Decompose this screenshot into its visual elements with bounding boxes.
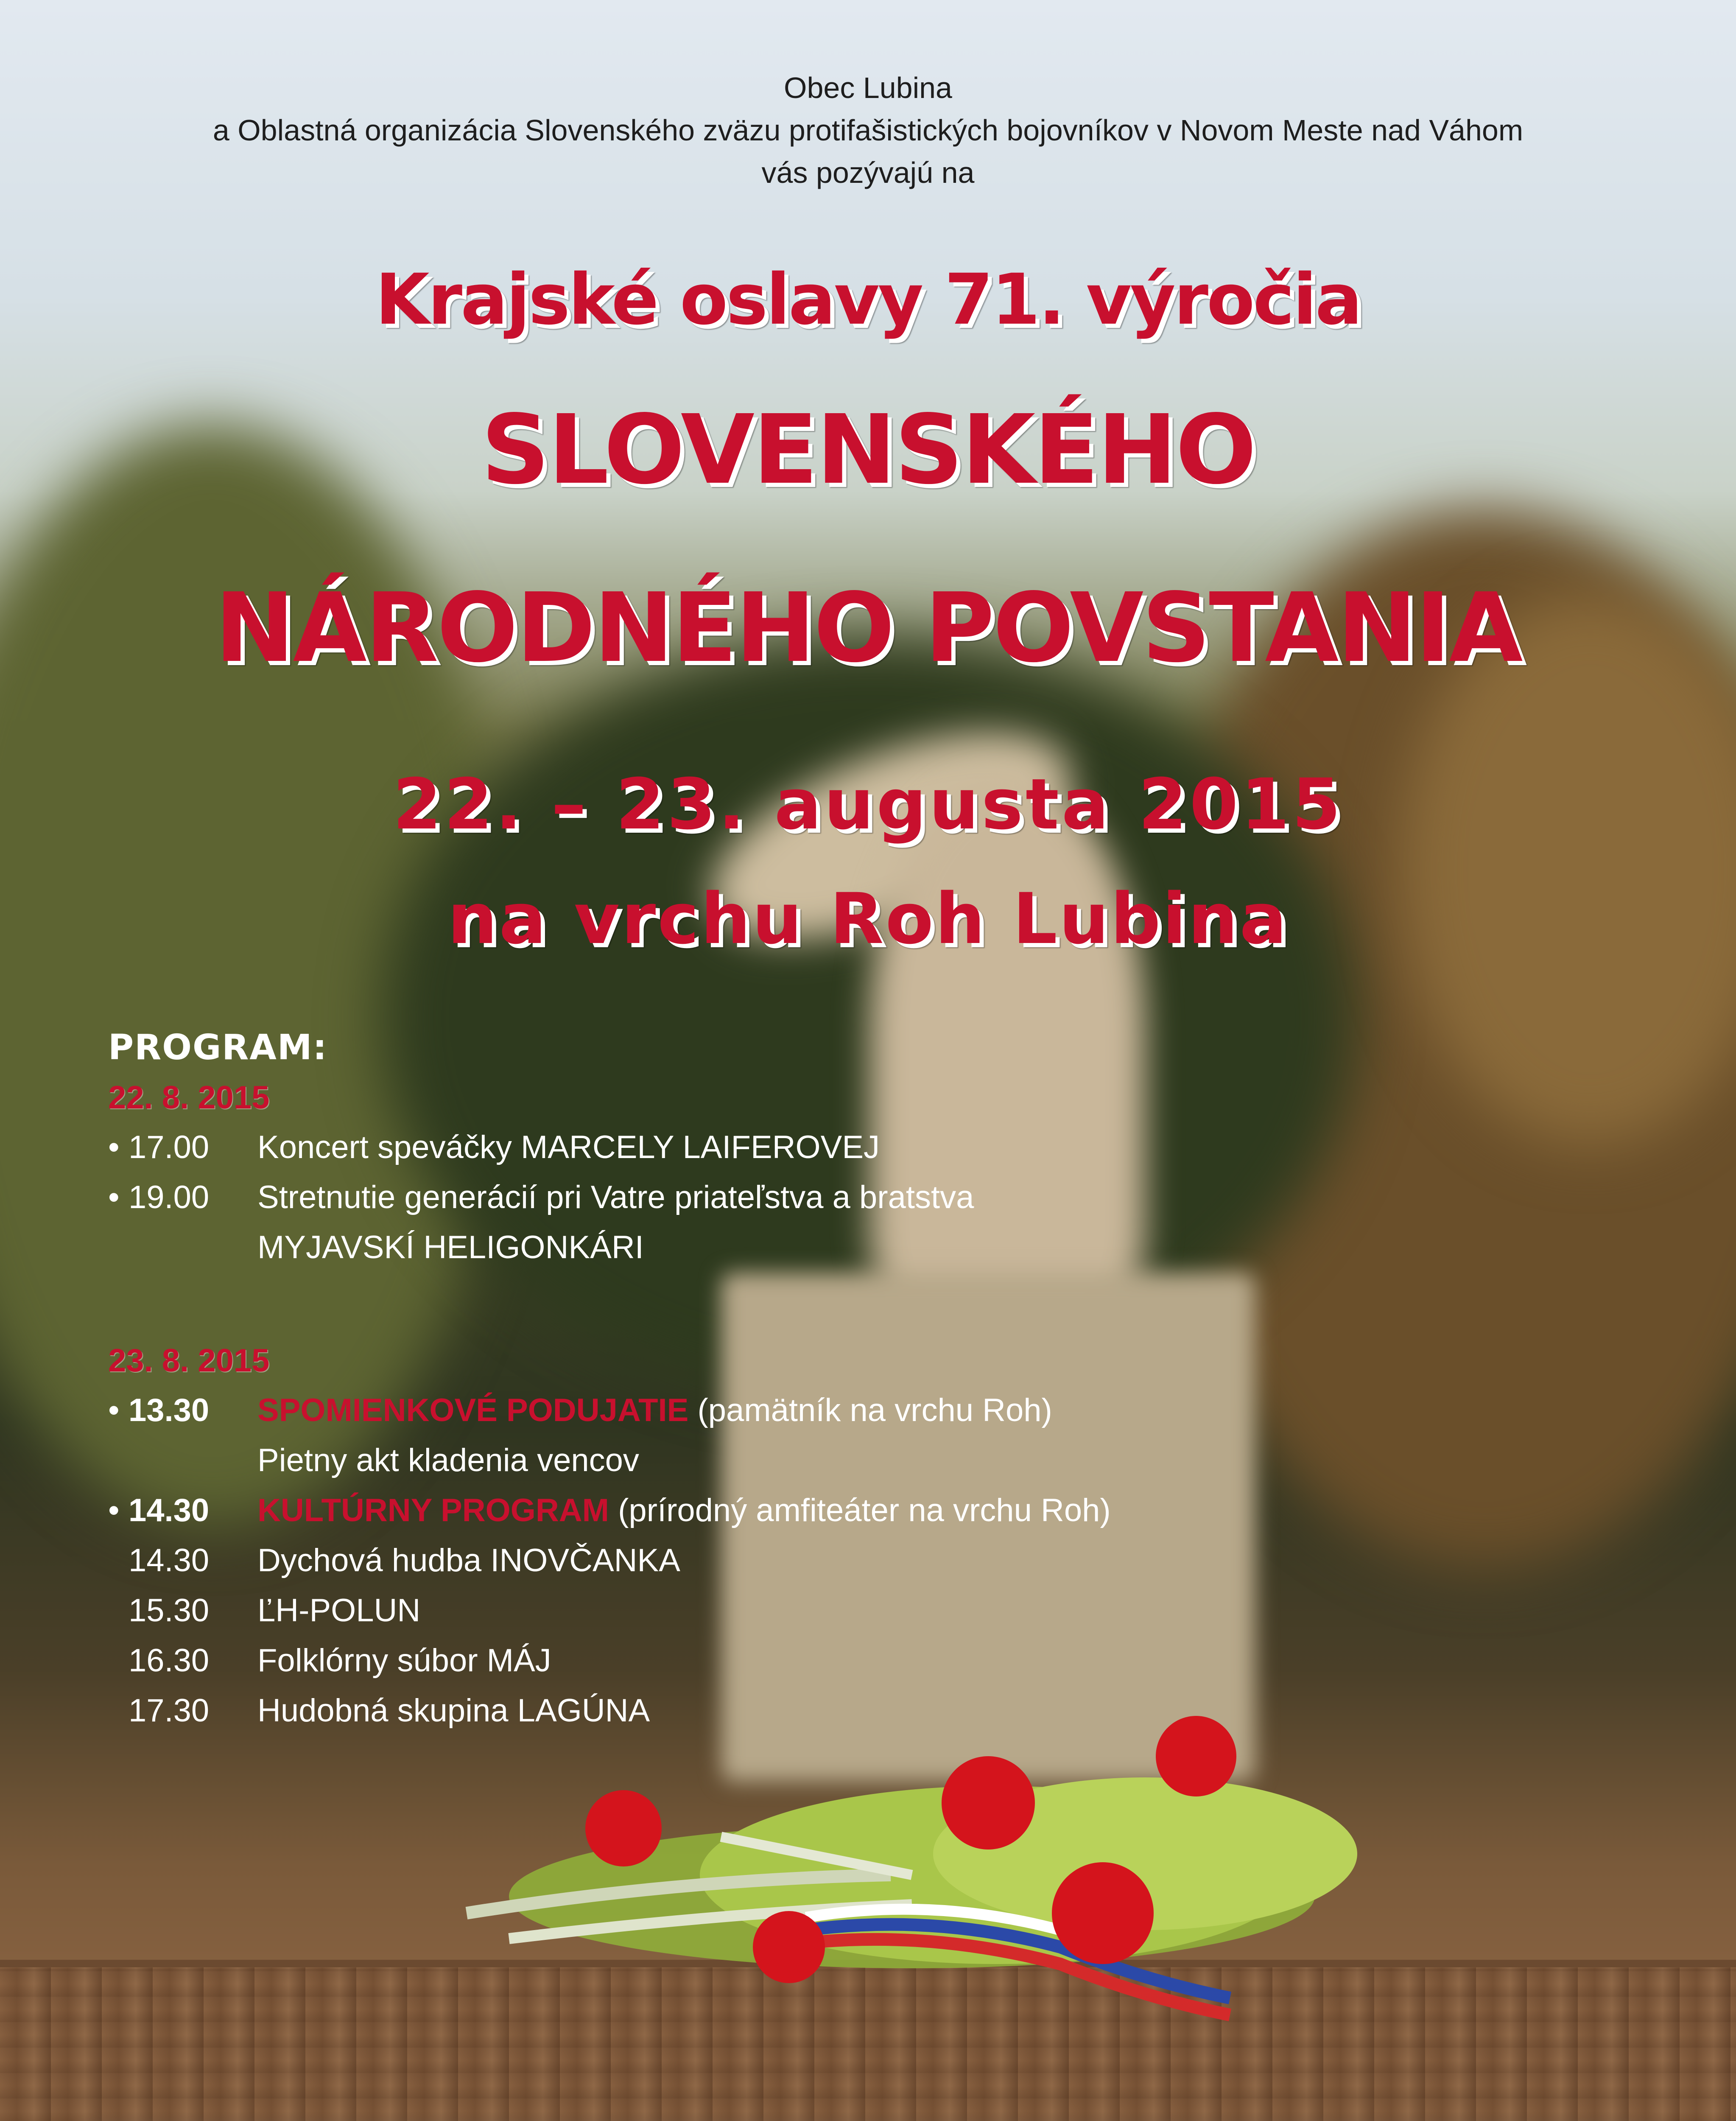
event-subtitle: Pietny akt kladenia vencov bbox=[257, 1435, 639, 1486]
item-text: Stretnutie generácií pri Vatre priateľstva a bratstva bbox=[257, 1172, 974, 1223]
item-text: Dychová hudba INOVČANKA bbox=[257, 1536, 680, 1586]
event-time: 13.30 bbox=[129, 1385, 251, 1435]
bullet: • bbox=[108, 1385, 129, 1435]
event-title: SPOMIENKOVÉ PODUJATIE bbox=[257, 1392, 688, 1428]
item-text: ĽH-POLUN bbox=[257, 1586, 420, 1636]
organizer-line: Obec Lubina bbox=[0, 68, 1736, 108]
title-narodneho-povstania: NÁRODNÉHO POVSTANIA bbox=[0, 573, 1736, 684]
item-time: 19.00 bbox=[129, 1172, 251, 1223]
event-place: (pamätník na vrchu Roh) bbox=[697, 1392, 1052, 1428]
item-text: Folklórny súbor MÁJ bbox=[257, 1636, 551, 1686]
item-text: Hudobná skupina LAGÚNA bbox=[257, 1686, 650, 1736]
bullet: • bbox=[108, 1486, 129, 1536]
event-time: 14.30 bbox=[129, 1486, 251, 1536]
item-text: Koncert speváčky MARCELY LAIFEROVEJ bbox=[257, 1122, 880, 1172]
item-time: 15.30 bbox=[129, 1586, 251, 1636]
item-time: 17.30 bbox=[129, 1686, 251, 1736]
event-dates: 22. – 23. augusta 2015 bbox=[0, 764, 1736, 845]
invitation-line: vás pozývajú na bbox=[0, 153, 1736, 193]
bullet: • bbox=[108, 1172, 129, 1223]
event-title: KULTÚRNY PROGRAM bbox=[257, 1492, 609, 1528]
item-text: MYJAVSKÍ HELIGONKÁRI bbox=[257, 1223, 644, 1273]
event-place: na vrchu Roh Lubina bbox=[0, 878, 1736, 960]
item-time: 16.30 bbox=[129, 1636, 251, 1686]
title-slovenskeho: SLOVENSKÉHO bbox=[0, 395, 1736, 506]
event-place: (prírodný amfiteáter na vrchu Roh) bbox=[618, 1492, 1111, 1528]
day1-date: 22. 8. 2015 bbox=[108, 1073, 1338, 1122]
co-organizer-line: a Oblastná organizácia Slovenského zväzu protifašistických bojovníkov v Novom Meste nad Váhom bbox=[0, 110, 1736, 150]
item-time: 14.30 bbox=[129, 1536, 251, 1586]
day2-date: 23. 8. 2015 bbox=[108, 1336, 1338, 1385]
item-time: 17.00 bbox=[129, 1122, 251, 1172]
bullet: • bbox=[108, 1122, 129, 1172]
program-heading: PROGRAM: bbox=[108, 1022, 1338, 1073]
title-anniversary: Krajské oslavy 71. výročia bbox=[0, 259, 1736, 340]
